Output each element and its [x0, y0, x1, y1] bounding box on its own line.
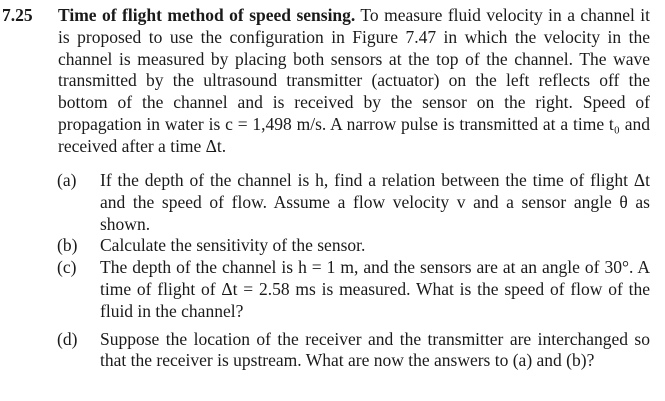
problem-title: Time of flight method of speed sensing. [58, 5, 356, 25]
part-d-label: (d) [57, 328, 78, 349]
problem-text: To measure fluid velocity in a channel it is proposed to use the configuration in Figure 7.47 in which the velocity in the channel is measured by placing both sensors at the top of the channel. The wave transmitted by the ultrasound transmitter (actuator) on the left reflects off the bottom of the channel and is received by the sensor on the right. Speed of propagation in water is c = 1,498 m/s. A narrow pulse is transmitted at a time t₀ and received after a time Δt. [58, 5, 650, 156]
part-a-text: If the depth of the channel is h, find a relation between the time of flight Δt and the speed of flow. Assume a flow velocity v and a sensor angle θ as shown. [100, 170, 650, 234]
part-b-text: Calculate the sensitivity of the sensor. [100, 235, 366, 256]
part-c-text: The depth of the channel is h = 1 m, and the sensors are at an angle of 30°. A time of flight of Δt = 2.58 ms is measured. What is the speed of flow of the fluid in the channel? [100, 257, 650, 321]
part-b-label: (b) [57, 235, 78, 256]
part-c [57, 257, 650, 322]
problem-number: 7.25 [2, 5, 33, 25]
part-d-text: Suppose the location of the receiver and the transmitter are interchanged so that the receiver is upstream. What are now the answers to (a) and (b)? [100, 328, 650, 371]
part-c-label: (c) [57, 257, 77, 278]
part-d [57, 329, 650, 373]
part-a-label: (a) [57, 170, 77, 190]
part-b [57, 235, 650, 257]
problem-parts [57, 170, 650, 372]
part-a [57, 170, 650, 235]
problem-statement [58, 5, 650, 158]
